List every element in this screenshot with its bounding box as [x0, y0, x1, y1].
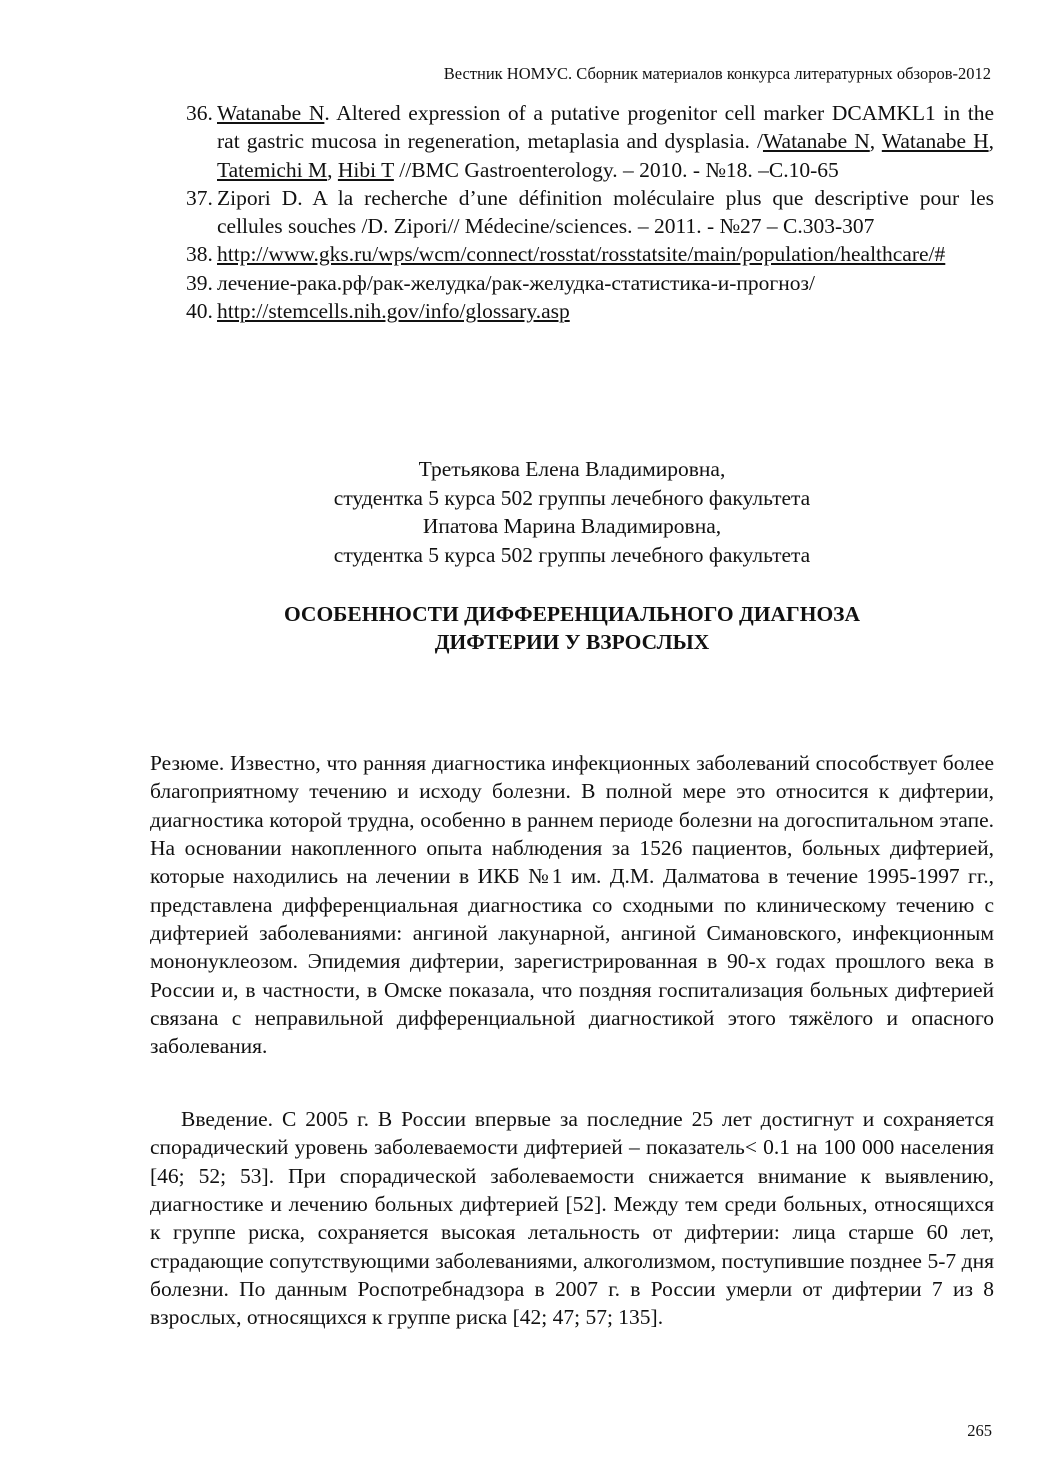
separator: ,	[988, 129, 994, 154]
author-block	[150, 455, 994, 569]
running-header: Вестник НОМУС. Сборник материалов конкурса литературных обзоров-2012	[443, 64, 991, 83]
abstract-paragraph: Резюме. Известно, что ранняя диагностика инфекционных заболеваний способствует более благоприятному течению и исходу болезни. В полной мере это относится к дифтерии, диагностика которой трудна, особенно в раннем периоде болезни на догоспитальном этапе. На основании накопленного опыта наблюдения за 1526 пациентов, больных дифтерией, которые находились на лечении в ИКБ №1 им. Д.М. Далматова в течение 1995-1997 гг., представлена дифференциальная диагностика со сходными по клиническому течению с дифтерией заболеваниями: ангиной лакунарной, ангиной Симановского, инфекционным мононуклеозом. Эпидемия дифтерии, зарегистрированная в 90-х годах прошлого века в России и, в частности, в Омске показала, что поздняя госпитализация больных дифтерией связана с неправильной дифференциальной диагностикой этого тяжёлого и опасного заболевания.	[150, 751, 994, 1059]
reference-text	[217, 297, 994, 325]
reference-fragment: //BMC Gastroenterology. – 2010. - №18. –C.10-65	[393, 157, 839, 182]
reference-number: 37.	[186, 185, 213, 210]
reference-number: 40.	[186, 299, 213, 324]
author-link[interactable]: Watanabe N	[217, 101, 325, 125]
author-link[interactable]: Watanabe H	[881, 129, 989, 154]
reference-url-link[interactable]: http://stemcells.nih.gov/info/glossary.asp	[217, 299, 570, 324]
separator: ,	[869, 129, 882, 154]
author-name: Ипатова Марина Владимировна,	[422, 514, 722, 538]
author-name: Третьякова Елена Владимировна,	[418, 457, 726, 481]
reference-text	[217, 240, 994, 268]
reference-number: 36.	[186, 101, 213, 125]
reference-text: лечение-рака.рф/рак-желудка/рак-желудка-статистика-и-прогноз/	[217, 270, 815, 295]
reference-text: Zipori D. A la recherche d’une définition moléculaire plus que descriptive pour les cellules souches /D. Zipori// Médecine/sciences. – 2011. - №27 – C.303-307	[217, 185, 994, 239]
title-line: ДИФТЕРИИ У ВЗРОСЛЫХ	[434, 629, 710, 654]
author-link[interactable]: Watanabe N	[762, 129, 870, 154]
article-title	[150, 601, 994, 656]
introduction-paragraph: Введение. С 2005 г. В России впервые за последние 25 лет достигнут и сохраняется спорадический уровень заболеваемости дифтерией – показатель< 0.1 на 100 000 населения [46; 52; 53]. При спорадической заболеваемости снижается внимание к выявлению, диагностике и лечению больных дифтерией [52]. Между тем среди больных, относящихся к группе риска, сохраняется высокая летальность от дифтерии: лица старше 60 лет, страдающие сопутствующими заболеваниями, алкоголизмом, поступившие позднее 5-7 дня болезни. По данным Роспотребнадзора в 2007 г. в России умерли от дифтерии 7 из 8 взрослых, относящихся к группе риска [42; 47; 57; 135].	[150, 1107, 994, 1330]
author-link[interactable]: Hibi T	[337, 157, 394, 182]
reference-39	[186, 269, 994, 297]
author-affiliation: студентка 5 курса 502 группы лечебного факультета	[333, 485, 811, 510]
title-line: ОСОБЕННОСТИ ДИФФЕРЕНЦИАЛЬНОГО ДИАГНОЗА	[283, 602, 861, 626]
reference-list	[186, 99, 994, 325]
separator: ,	[327, 157, 338, 182]
author-link[interactable]: Tatemichi M	[217, 157, 328, 182]
reference-36	[186, 99, 994, 184]
reference-40	[186, 297, 994, 325]
reference-number: 39.	[186, 270, 213, 295]
reference-38	[186, 240, 994, 268]
reference-number: 38.	[186, 242, 213, 267]
reference-url-link[interactable]: http://www.gks.ru/wps/wcm/connect/rosstat/rosstatsite/main/population/healthcare/#	[217, 242, 946, 267]
reference-fragment: . Altered expression of a putative progenitor cell marker DCAMKL1 in the rat gastric mucosa in regeneration, metaplasia and dysplasia. /	[217, 101, 994, 154]
reference-37	[186, 184, 994, 241]
author-affiliation: студентка 5 курса 502 группы лечебного факультета	[333, 542, 811, 567]
reference-text	[217, 99, 994, 184]
page-number: 265	[967, 1421, 992, 1440]
